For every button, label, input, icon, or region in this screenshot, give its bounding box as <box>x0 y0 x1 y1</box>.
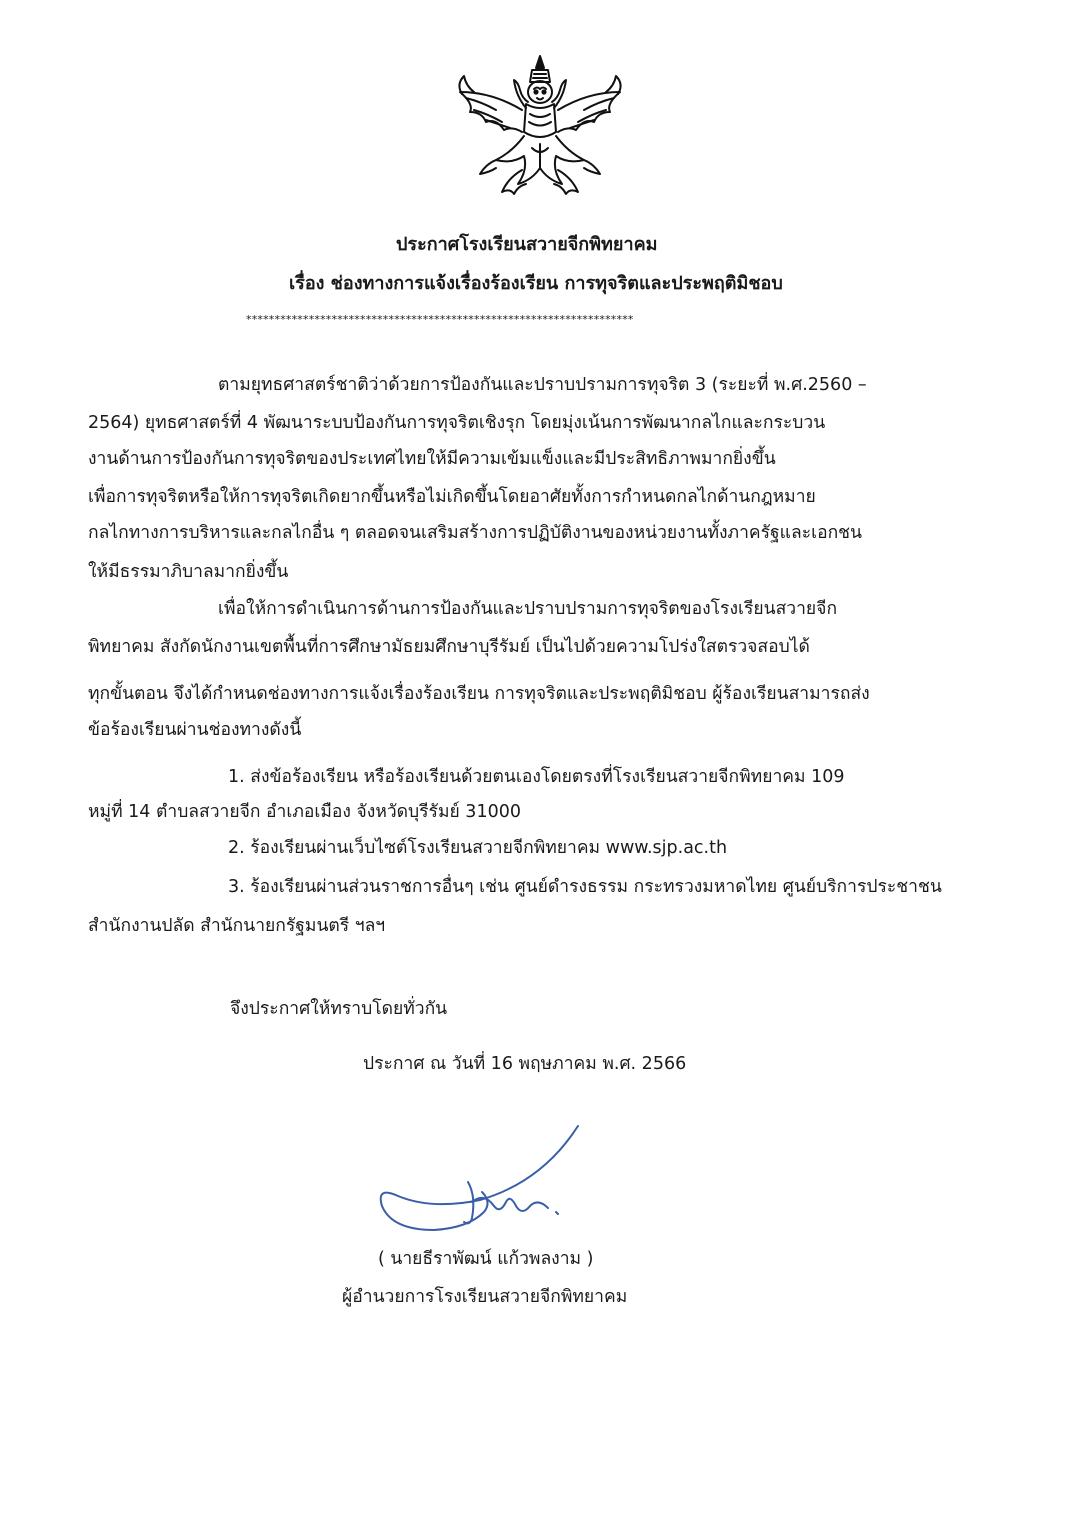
signature-icon <box>372 1122 602 1248</box>
para2-line1: เพื่อให้การดำเนินการด้านการป้องกันและปราบปรามการทุจริตของโรงเรียนสวายจีก <box>218 599 838 619</box>
announcement-subject: เรื่อง ช่องทางการแจ้งเรื่องร้องเรียน การทุจริตและประพฤติมิชอบ <box>289 273 783 294</box>
channel-item-3-line1: 3. ร้องเรียนผ่านส่วนราชการอื่นๆ เช่น ศูนย์ดำรงธรรม กระทรวงมหาดไทย ศูนย์บริการประชาชน <box>228 877 942 897</box>
channel-item-1-line1: 1. ส่งข้อร้องเรียน หรือร้องเรียนด้วยตนเองโดยตรงที่โรงเรียนสวายจีกพิทยาคม 109 <box>228 767 845 787</box>
para2-line4: ข้อร้องเรียนผ่านช่องทางดังนี้ <box>88 720 302 740</box>
para2-line3: ทุกขั้นตอน จึงได้กำหนดช่องทางการแจ้งเรื่องร้องเรียน การทุจริตและประพฤติมิชอบ ผู้ร้องเรียนสามารถส่ง <box>88 684 870 704</box>
header-separator: ******************************************************************** <box>246 313 634 326</box>
signatory-name: ( นายธีราพัฒน์ แก้วพลงาม ) <box>378 1249 594 1269</box>
channel-item-2: 2. ร้องเรียนผ่านเว็บไซต์โรงเรียนสวายจีกพิทยาคม www.sjp.ac.th <box>228 838 728 858</box>
channel-item-3-line2: สำนักงานปลัด สำนักนายกรัฐมนตรี ฯลฯ <box>88 916 386 936</box>
para1-line3: งานด้านการป้องกันการทุจริตของประเทศไทยให้มีความเข้มแข็งและมีประสิทธิภาพมากยิ่งขึ้น <box>88 449 776 469</box>
signatory-position: ผู้อำนวยการโรงเรียนสวายจีกพิทยาคม <box>342 1287 628 1307</box>
para1-line4: เพื่อการทุจริตหรือให้การทุจริตเกิดยากขึ้นหรือไม่เกิดขึ้นโดยอาศัยทั้งการกำหนดกลไกด้านกฎหมาย <box>88 487 816 507</box>
para1-line5: กลไกทางการบริหารและกลไกอื่น ๆ ตลอดจนเสริมสร้างการปฏิบัติงานของหน่วยงานทั้งภาครัฐและเอกชน <box>88 523 863 543</box>
garuda-emblem-icon <box>452 52 628 202</box>
para1-line6: ให้มีธรรมาภิบาลมากยิ่งขึ้น <box>88 562 289 582</box>
channel-item-1-line2: หมู่ที่ 14 ตำบลสวายจีก อำเภอเมือง จังหวัดบุรีรัมย์ 31000 <box>88 802 521 822</box>
announcement-date: ประกาศ ณ วันที่ 16 พฤษภาคม พ.ศ. 2566 <box>363 1054 687 1074</box>
announcement-title: ประกาศโรงเรียนสวายจีกพิทยาคม <box>396 234 658 255</box>
closing-announcement: จึงประกาศให้ทราบโดยทั่วกัน <box>230 999 448 1019</box>
para1-line1: ตามยุทธศาสตร์ชาติว่าด้วยการป้องกันและปราบปรามการทุจริต 3 (ระยะที่ พ.ศ.2560 – <box>218 375 867 395</box>
para1-line2: 2564) ยุทธศาสตร์ที่ 4 พัฒนาระบบป้องกันการทุจริตเชิงรุก โดยมุ่งเน้นการพัฒนากลไกและกระบวน <box>88 413 826 433</box>
para2-line2: พิทยาคม สังกัดนักงานเขตพื้นที่การศึกษามัธยมศึกษาบุรีรัมย์ เป็นไปด้วยความโปร่งใสตรวจสอบได้ <box>88 637 810 657</box>
